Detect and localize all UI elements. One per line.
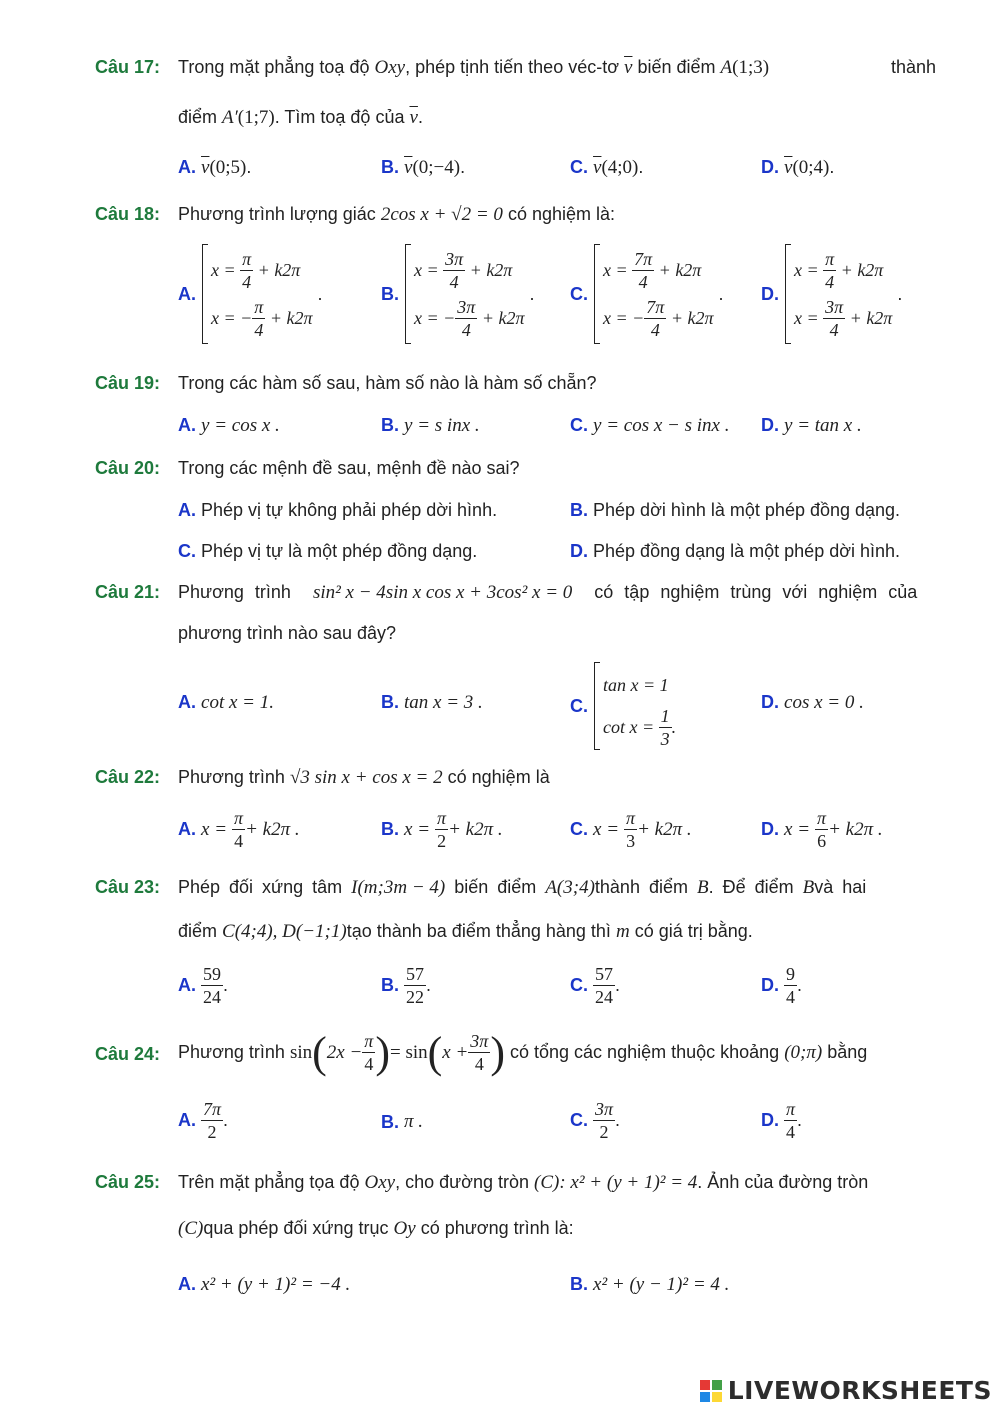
- question-text-line2: điểm A′(1;7). Tìm toạ độ của $\overline{v}$.: [178, 107, 423, 128]
- option-c[interactable]: C. tan x = 1 cot x = $\frac{1}{3}$ .: [570, 662, 676, 750]
- option-d[interactable]: D. cos x = 0 .: [761, 692, 864, 713]
- option-c[interactable]: C. $\frac{57}{24}$ .: [570, 964, 621, 1007]
- option-c[interactable]: C. $\overline{v}(4;0)$.: [570, 157, 644, 178]
- option-b[interactable]: B. $\frac{57}{22}$ .: [381, 964, 432, 1007]
- option-c[interactable]: C. Phép vị tự là một phép đồng dạng.: [178, 541, 478, 561]
- option-b[interactable]: B. $\overline{v}(0;-4)$.: [381, 157, 466, 178]
- liveworksheets-logo: [700, 1376, 992, 1405]
- question-text: Phép đối xứng tâm I(m;3m − 4) biến điểm A(3;4)thành điểm B. Để điểm Bvà hai: [178, 877, 867, 898]
- option-a[interactable]: A. $\overline{v}(0;5)$.: [178, 157, 252, 178]
- solution-system: x = $\frac{\pi}{4}$ + k2π x = − $\frac{\pi}{4}$ + k2π: [202, 244, 312, 344]
- option-c[interactable]: C. x = $\frac{\pi}{3}$ + k2π .: [570, 808, 692, 851]
- option-c[interactable]: C. y = cos x − s inx .: [570, 415, 730, 436]
- option-b[interactable]: B. x = $\frac{\pi}{2}$ + k2π .: [381, 808, 503, 851]
- option-d[interactable]: D. $\frac{\pi}{4}$ .: [761, 1099, 803, 1142]
- question-text: Trong mặt phẳng toạ độ Oxy, phép tịnh tiến theo véc-tơ $\overline{v}$ biến điểm A(1;3) thành: [178, 57, 936, 78]
- question-text-line2: phương trình nào sau đây?: [178, 623, 397, 643]
- option-a[interactable]: A. Phép vị tự không phải phép dời hình.: [178, 500, 498, 520]
- question-number: Câu 23:: [95, 877, 161, 897]
- option-a[interactable]: A. x² + (y + 1)² = −4 .: [178, 1274, 351, 1295]
- question-text: Trên mặt phẳng tọa độ Oxy, cho đường tròn (C): x² + (y + 1)² = 4. Ảnh của đường tròn: [178, 1172, 869, 1193]
- liveworksheets-wordmark: LIVEWORKSHEETS: [727, 1376, 992, 1405]
- option-c[interactable]: C. $\frac{3\pi}{2}$ .: [570, 1099, 621, 1142]
- question-text-line2: điểm C(4;4), D(−1;1)tạo thành ba điểm thẳng hàng thì m có giá trị bằng.: [178, 921, 753, 942]
- question-number: Câu 17:: [95, 57, 161, 77]
- option-a[interactable]: A. cot x = 1.: [178, 692, 274, 713]
- option-b[interactable]: B. π .: [381, 1111, 424, 1132]
- option-b[interactable]: B. Phép dời hình là một phép đồng dạng.: [570, 500, 901, 520]
- question-number: Câu 18:: [95, 204, 161, 224]
- question-number: Câu 24:: [95, 1044, 161, 1064]
- solution-system: x = $\frac{3\pi}{4}$ + k2π x = − $\frac{3\pi}{4}$ + k2π: [405, 244, 524, 344]
- option-a[interactable]: A. x = $\frac{\pi}{4}$ + k2π x = − $\frac{\pi}{4}$ + k2π .: [178, 244, 323, 344]
- question-number: Câu 20:: [95, 458, 161, 478]
- question-number: Câu 19:: [95, 373, 161, 393]
- option-d[interactable]: D. y = tan x .: [761, 415, 862, 436]
- solution-system: tan x = 1 cot x = $\frac{1}{3}$ .: [594, 662, 676, 750]
- question-number: Câu 22:: [95, 767, 161, 787]
- option-d[interactable]: D. $\overline{v}(0;4)$.: [761, 157, 835, 178]
- option-d[interactable]: D. $\frac{9}{4}$ .: [761, 964, 803, 1007]
- option-a[interactable]: A. $\frac{7\pi}{2}$ .: [178, 1099, 229, 1142]
- option-c[interactable]: C. x = $\frac{7\pi}{4}$ + k2π x = − $\frac{7\pi}{4}$ + k2π .: [570, 244, 724, 344]
- option-b[interactable]: B. y = s inx .: [381, 415, 480, 436]
- question-number: Câu 21:: [95, 582, 161, 602]
- question-text-line2: (C)qua phép đối xứng trục Oy có phương trình là:: [178, 1218, 574, 1239]
- option-d[interactable]: D. Phép đồng dạng là một phép dời hình.: [570, 541, 901, 561]
- solution-system: x = $\frac{7\pi}{4}$ + k2π x = − $\frac{7\pi}{4}$ + k2π: [594, 244, 713, 344]
- question-text: Phương trình sin² x − 4sin x cos x + 3cos² x = 0 có tập nghiệm trùng với nghiệm của: [178, 582, 918, 603]
- question-text: Phương trình √3 sin x + cos x = 2 có nghiệm là: [178, 767, 550, 788]
- option-a[interactable]: A. $\frac{59}{24}$ .: [178, 964, 229, 1007]
- question-text: Trong các mệnh đề sau, mệnh đề nào sai?: [178, 458, 520, 478]
- option-b[interactable]: B. x² + (y − 1)² = 4 .: [570, 1274, 730, 1295]
- option-d[interactable]: D. x = $\frac{\pi}{4}$ + k2π x = $\frac{3\pi}{4}$ + k2π .: [761, 244, 902, 344]
- question-text: Phương trình lượng giác 2cos x + √2 = 0 có nghiệm là:: [178, 204, 615, 225]
- option-a[interactable]: A. y = cos x .: [178, 415, 280, 436]
- option-a[interactable]: A. x = $\frac{\pi}{4}$ + k2π .: [178, 808, 300, 851]
- question-number: Câu 25:: [95, 1172, 161, 1192]
- option-d[interactable]: D. x = $\frac{\pi}{6}$ + k2π .: [761, 808, 883, 851]
- option-b[interactable]: B. x = $\frac{3\pi}{4}$ + k2π x = − $\frac{3\pi}{4}$ + k2π .: [381, 244, 535, 344]
- liveworksheets-icon: [700, 1380, 722, 1402]
- question-text: Trong các hàm số sau, hàm số nào là hàm số chẵn?: [178, 373, 597, 393]
- option-b[interactable]: B. tan x = 3 .: [381, 692, 483, 713]
- solution-system: x = $\frac{\pi}{4}$ + k2π x = $\frac{3\pi}{4}$ + k2π: [785, 244, 892, 344]
- question-text: Phương trình sin ( 2x − $\frac{\pi}{4}$ ) = sin ( x + $\frac{3\pi}{4}$ ) có tổng các nghiệm thuộc khoảng (0;π) bằng: [178, 1027, 868, 1077]
